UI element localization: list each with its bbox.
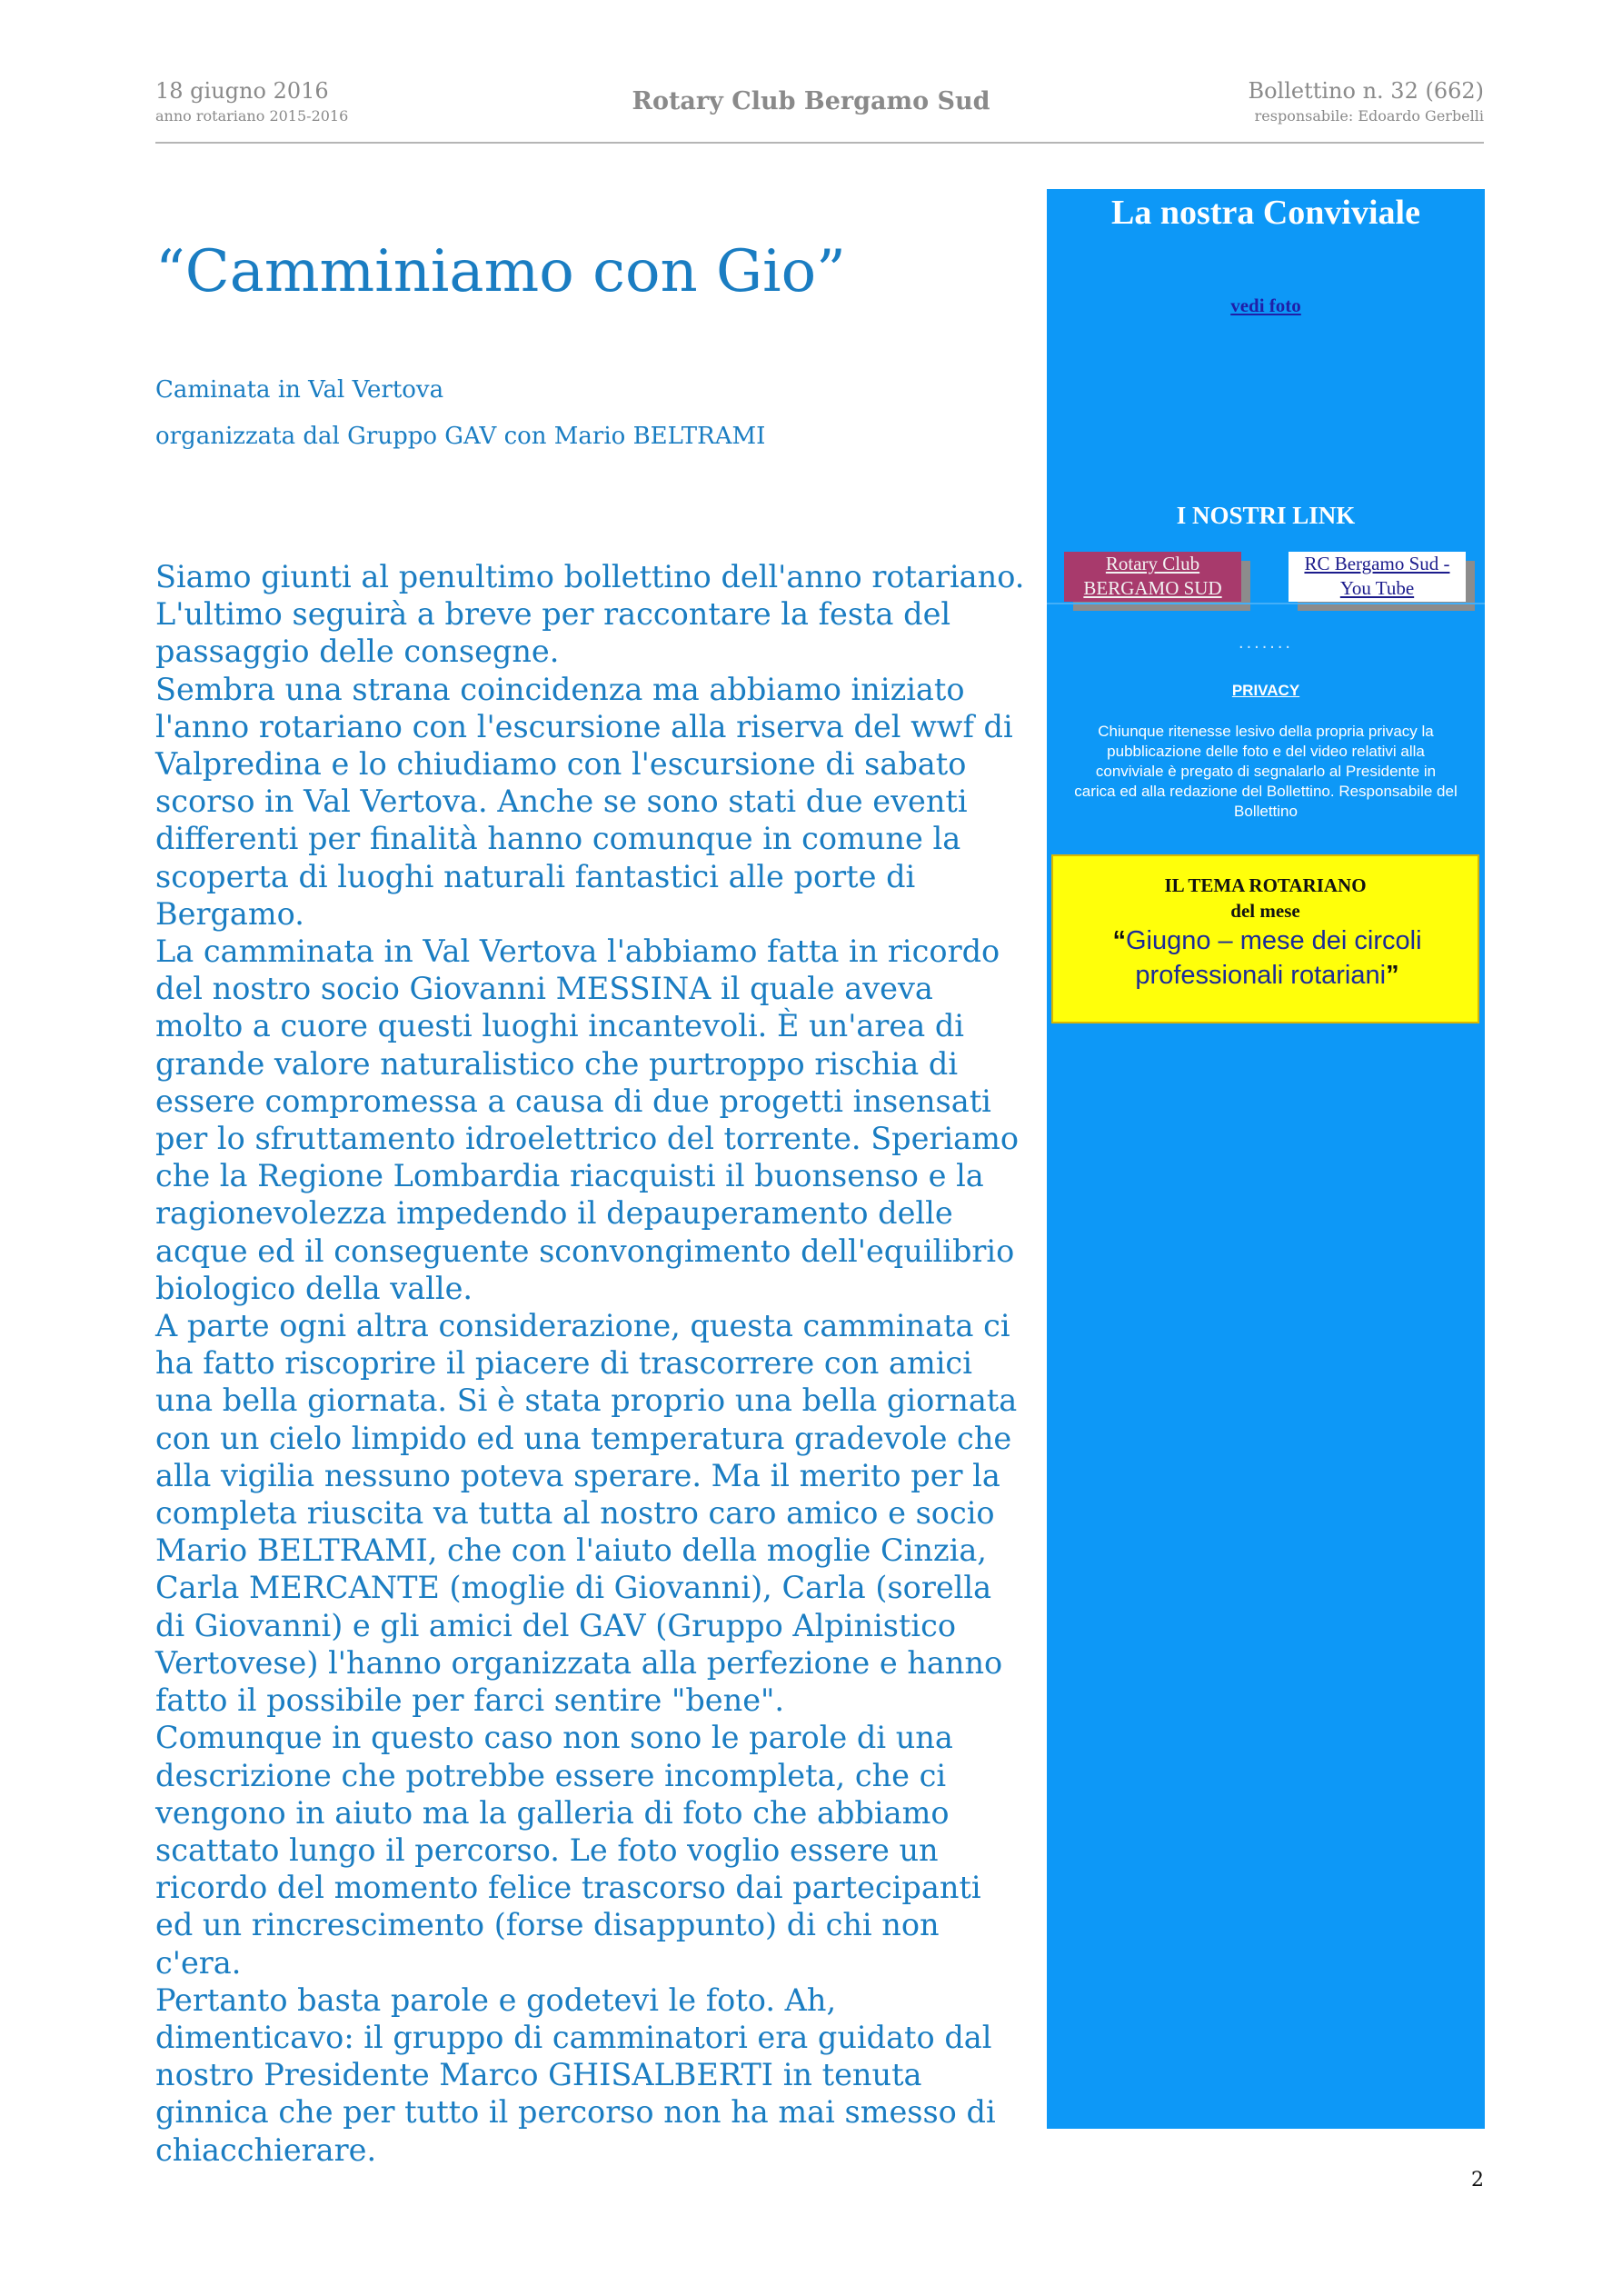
- privacy-link[interactable]: PRIVACY: [1231, 682, 1300, 699]
- header-bulletin-number: Bollettino n. 32 (662): [1248, 78, 1484, 104]
- article-body: Siamo giunti al penultimo bollettino dell'anno rotariano. L'ultimo seguirà a breve per raccontare la festa del passaggio delle consegne. Sembra una strana coincidenza ma abbiamo iniziato l'anno rotariano con l'escursione alla riserva del wwf di Valpredina e lo chiudiamo con l'escursione di sabato scorso in Val Vertova. Anche se sono stati due eventi differenti per finalità hanno comunque in comune la scoperta di luoghi naturali fantastici alle porte di Bergamo. La camminata in Val Vertova l'abbiamo fatta in ricordo del nostro socio Giovanni MESSINA il quale aveva molto a cuore questi luoghi incantevoli. È un'area di grande valore naturalistico che purtroppo rischia di essere compromessa a causa di due progetti insensati per lo sfruttamento idroelettrico del torrente. Speriamo che la Regione Lombardia riacquisti il buonsenso e la ragionevolezza impedendo il depauperamento delle acque ed il conseguente sconvongimento dell'equilibrio biologico della valle. A parte ogni altra considerazione, questa camminata ci ha fatto riscoprire il piacere di trascorrere con amici una bella giornata. Si è stata proprio una bella giornata con un cielo limpido ed una temperatura gradevole che alla vigilia nessuno poteva sperare. Ma il merito per la completa riuscita va tutta al nostro caro amico e socio Mario BELTRAMI, che con l'aiuto della moglie Cinzia, Carla MERCANTE (moglie di Giovanni), Carla (sorella di Giovanni) e gli amici del GAV (Gruppo Alpinistico Vertovese) l'hanno organizzata alla perfezione e hanno fatto il possibile per farci sentire "bene". Comunque in questo caso non sono le parole di una descrizione che potrebbe essere incompleta, che ci vengono in aiuto ma la galleria di foto che abbiamo scattato lungo il percorso. Le foto voglio essere un ricordo del momento felice trascorso dai partecipanti ed un rincrescimento (forse disappunto) di chi non c'era. Pertanto basta parole e godetevi le foto. Ah, dimenticavo: il gruppo di camminatori era guidato dal nostro Presidente Marco GHISALBERTI in tenuta ginnica che per tutto il percorso non ha mai smesso di chiacchierare.: [155, 559, 1025, 2168]
- photos-link[interactable]: vedi foto: [1230, 294, 1301, 316]
- article-subtitle-2: organizzata dal Gruppo GAV con Mario BELTRAMI: [155, 423, 766, 450]
- open-quote: “: [1112, 926, 1126, 955]
- monthly-theme-box: [1051, 854, 1479, 1023]
- youtube-link[interactable]: RC Bergamo Sud - You Tube: [1289, 552, 1466, 602]
- theme-text-body: Giugno – mese dei circoli professionali rotariani: [1125, 926, 1422, 990]
- header-responsible: responsabile: Edoardo Gerbelli: [1254, 107, 1484, 125]
- theme-text: [1080, 923, 1454, 993]
- header-divider: [155, 142, 1484, 144]
- header-year: anno rotariano 2015-2016: [155, 107, 349, 125]
- sidebar-panel: [1047, 189, 1485, 2129]
- header-club-name: Rotary Club Bergamo Sud: [632, 87, 990, 115]
- header-date: 18 giugno 2016: [155, 78, 329, 104]
- article-title: “Camminiamo con Gio”: [155, 238, 846, 305]
- theme-title: IL TEMA ROTARIANO: [1164, 874, 1367, 896]
- close-quote: ”: [1386, 961, 1399, 990]
- links-heading: I NOSTRI LINK: [1176, 502, 1356, 529]
- separator-dots: .......: [1239, 633, 1293, 653]
- privacy-notice: Chiunque ritenesse lesivo della propria privacy la pubblicazione delle foto e del video relativi alla conviviale è pregato di segnalarlo al Presidente in carica ed alla redazione del Bollettino. Responsabile del Bollettino: [1074, 723, 1458, 820]
- sidebar-title: La nostra Conviviale: [1111, 194, 1420, 232]
- rotary-club-link[interactable]: Rotary Club BERGAMO SUD: [1064, 552, 1241, 602]
- sidebar-divider: [1047, 603, 1485, 604]
- page-number: 2: [1471, 2169, 1484, 2191]
- theme-subtitle: del mese: [1230, 900, 1300, 922]
- article-subtitle-1: Caminata in Val Vertova: [155, 376, 444, 404]
